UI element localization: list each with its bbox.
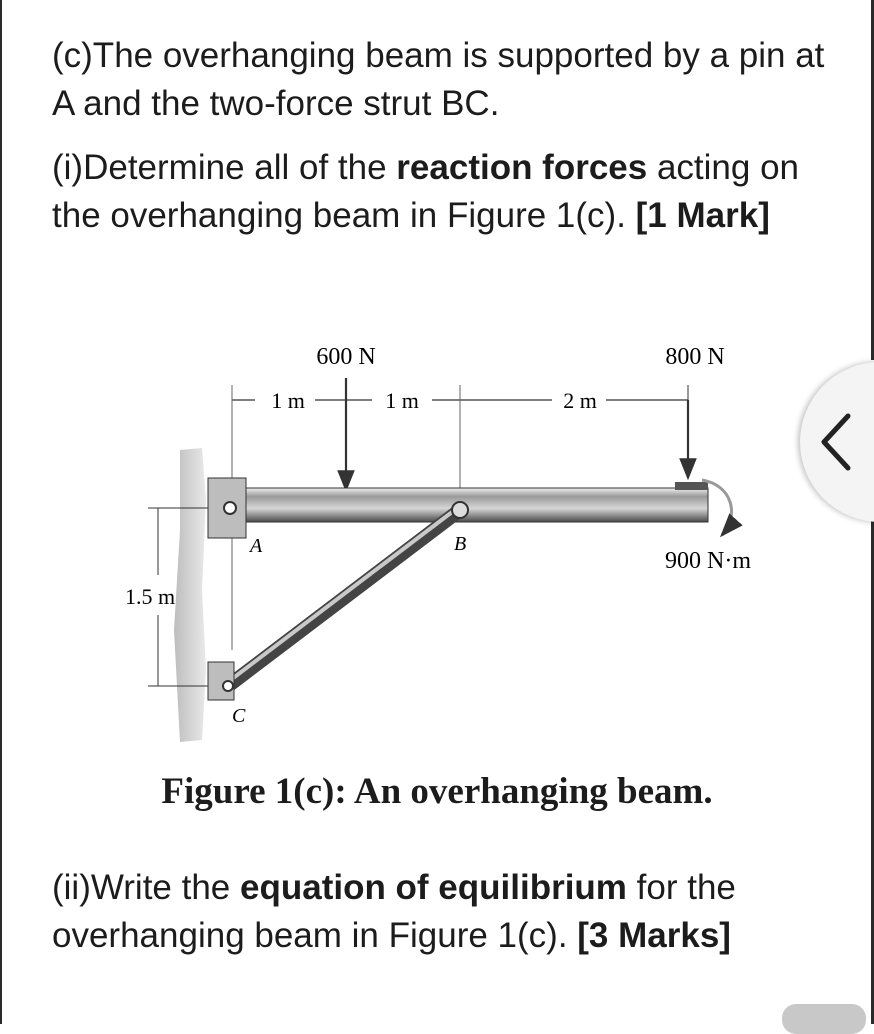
part-i-prefix: (i)Determine all of the — [52, 148, 397, 187]
pin-a — [224, 502, 236, 514]
beam-figure — [110, 330, 790, 750]
figure-caption: Figure 1(c): An overhanging beam. — [161, 771, 713, 812]
beam-end-plate — [675, 482, 708, 490]
dim-2m: 2 m — [563, 388, 597, 413]
part-ii-marks: [3 Marks] — [577, 916, 731, 955]
part-i-bold: reaction forces — [396, 148, 648, 187]
label-b: B — [454, 533, 467, 555]
label-c: C — [232, 705, 246, 727]
frame-border-left — [0, 0, 2, 1024]
moment-label: 900 N·m — [665, 548, 751, 574]
part-i-suffix: acting on the overhanging beam in Figure 1(c). — [52, 148, 800, 235]
part-i-marks: [1 Mark] — [635, 196, 770, 235]
part-ii-prefix: (ii)Write the — [52, 868, 240, 907]
question-part-i — [52, 144, 832, 240]
part-ii-suffix: for the overhanging beam in Figure 1(c). — [52, 868, 736, 955]
pin-c — [223, 681, 233, 691]
strut-bc — [228, 510, 460, 686]
question-part-ii — [52, 864, 832, 960]
dim-1m-b: 1 m — [385, 388, 419, 413]
pin-b — [452, 502, 468, 518]
bottom-handle[interactable] — [782, 1004, 866, 1034]
label-a: A — [250, 535, 263, 557]
chevron-left-icon — [816, 410, 856, 474]
strut-bc-highlight — [228, 506, 460, 682]
load-600-label: 600 N — [316, 344, 376, 370]
wall — [174, 448, 206, 742]
back-button[interactable] — [800, 362, 874, 522]
part-ii-bold: equation of equilibrium — [240, 868, 627, 907]
question-intro: (c)The overhanging beam is supported by a pin at A and the two-force strut BC. — [52, 36, 825, 123]
load-800-label: 800 N — [665, 344, 725, 370]
dim-1m-a: 1 m — [271, 388, 305, 413]
height-label: 1.5 m — [124, 584, 176, 609]
